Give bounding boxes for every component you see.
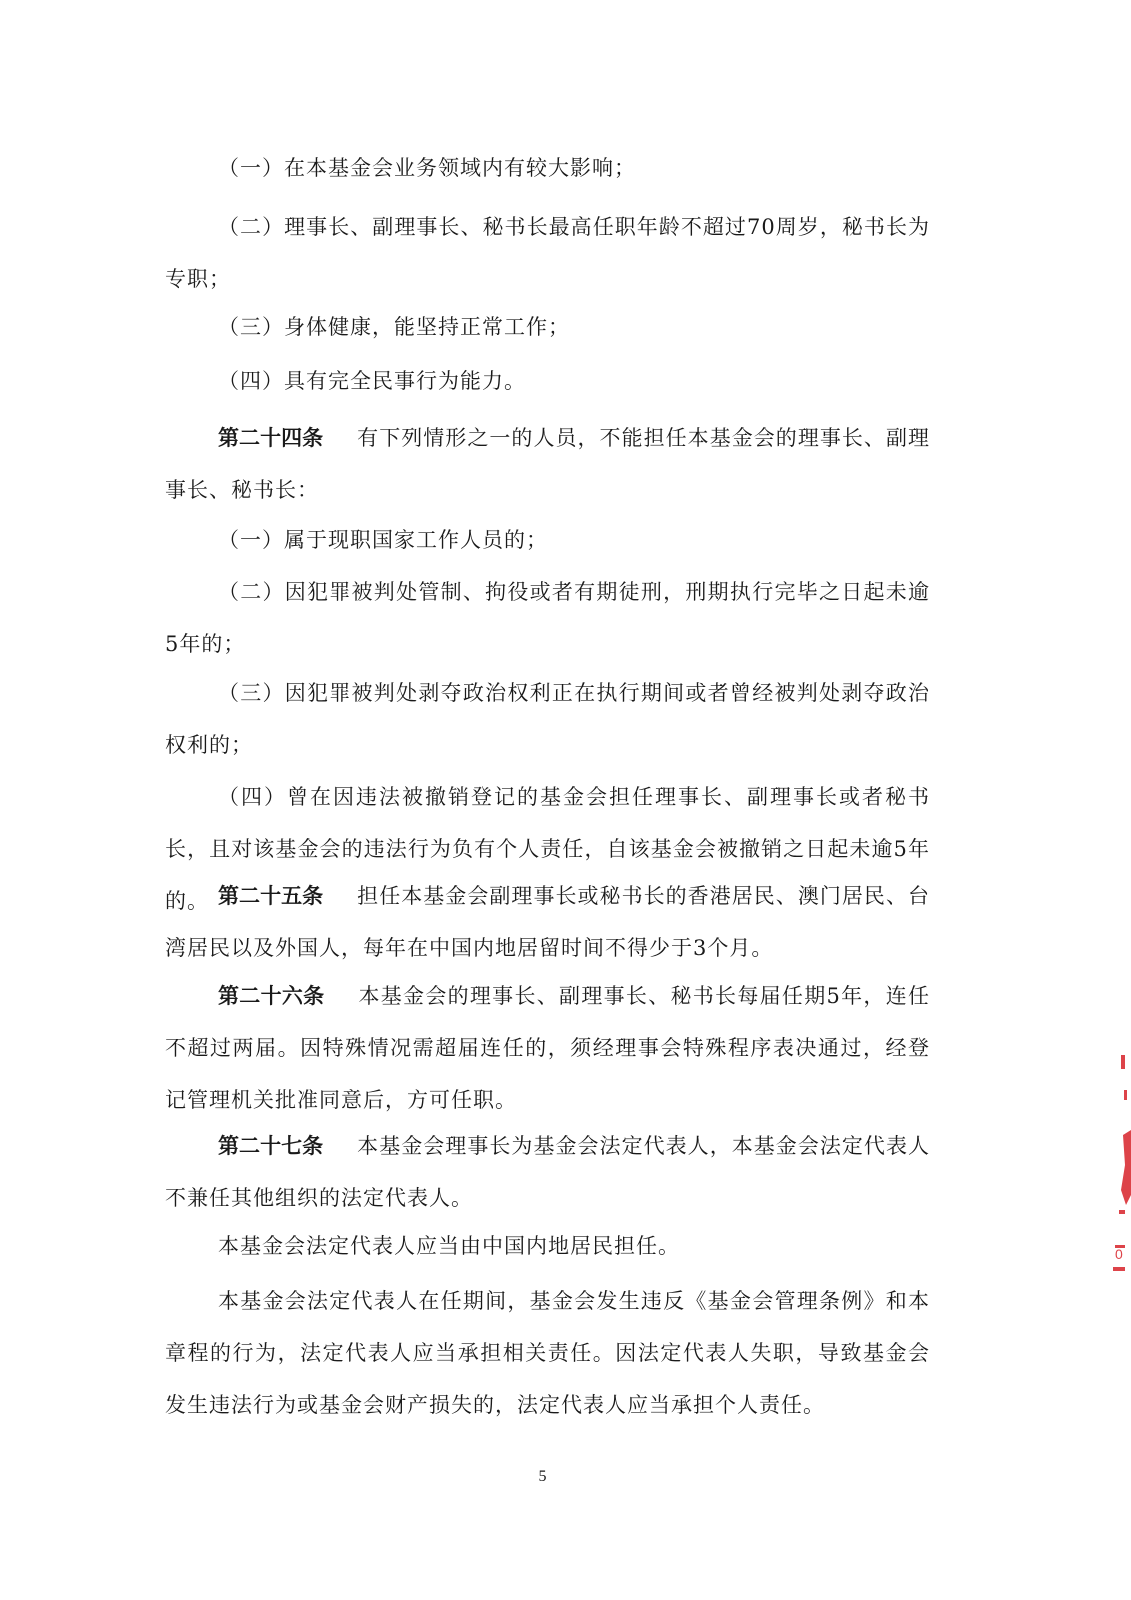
paragraph-item-2: （二）因犯罪被判处管制、拘役或者有期徒刑，刑期执行完毕之日起未逾5年的； — [165, 580, 930, 656]
paragraph-item-1: （一）在本基金会业务领域内有较大影响； — [218, 156, 636, 180]
article-body: 担任本基金会副理事长或秘书长的香港居民、澳门居民、台湾居民以及外国人，每年在中国内地居留时间不得少于3个月。 — [165, 884, 931, 960]
seal-stamp-icon — [1091, 1045, 1131, 1285]
article-title: 第二十六条 — [218, 984, 325, 1008]
svg-text:0: 0 — [1115, 1246, 1123, 1262]
paragraph-item-4: （四）具有完全民事行为能力。 — [218, 369, 526, 393]
paragraph-text: 本基金会法定代表人应当由中国内地居民担任。 — [218, 1234, 680, 1258]
article-title: 第二十七条 — [218, 1134, 324, 1158]
paragraph-item-4: （四）曾在因违法被撤销登记的基金会担任理事长、副理事长或者秘书长，且对该基金会的违法行为负有个人责任，自该基金会被撤销之日起未逾5年的。 — [165, 785, 930, 913]
article-27 — [165, 1120, 930, 1224]
seal-fragment — [1113, 1055, 1131, 1271]
paragraph-text: 本基金会法定代表人在任期间，基金会发生违反《基金会管理条例》和本章程的行为，法定代表人应当承担相关责任。因法定代表人失职，导致基金会发生违法行为或基金会财产损失的，法定代表人应当承担个人责任。 — [165, 1289, 930, 1417]
article-25 — [165, 870, 930, 974]
paragraph-item-2: （二）理事长、副理事长、秘书长最高任职年龄不超过70周岁，秘书长为专职； — [165, 215, 930, 291]
article-26 — [165, 970, 930, 1126]
paragraph-item-1: （一）属于现职国家工作人员的； — [218, 528, 548, 552]
paragraph-item-3: （三）因犯罪被判处剥夺政治权利正在执行期间或者曾经被判处剥夺政治权利的； — [165, 681, 930, 757]
article-title: 第二十五条 — [218, 884, 324, 908]
article-24 — [165, 412, 930, 516]
paragraph-item-3: （三）身体健康，能坚持正常工作； — [218, 315, 570, 339]
page-number: 5 — [538, 1468, 547, 1485]
article-body: 有下列情形之一的人员，不能担任本基金会的理事长、副理事长、秘书长： — [165, 426, 931, 502]
article-body: 本基金会的理事长、副理事长、秘书长每届任期5年，连任不超过两届。因特殊情况需超届连任的，须经理事会特殊程序表决通过，经登记管理机关批准同意后，方可任职。 — [165, 984, 931, 1112]
article-title: 第二十四条 — [218, 426, 324, 450]
article-body: 本基金会理事长为基金会法定代表人，本基金会法定代表人不兼任其他组织的法定代表人。 — [165, 1134, 931, 1210]
